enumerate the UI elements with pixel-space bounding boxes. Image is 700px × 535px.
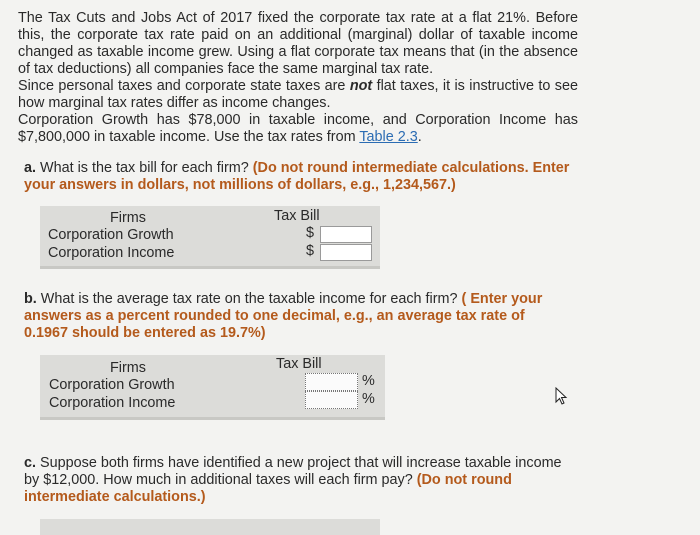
intro-p3-period: . bbox=[417, 129, 422, 145]
col-header-tax-bill: Tax Bill bbox=[276, 356, 322, 372]
intro-paragraph-1: The Tax Cuts and Jobs Act of 2017 fixed the corporate tax rate at a flat 21%. Before this, the corporate tax rate paid on an additional (marginal) dollar of taxable income changed as taxable income grew. Using a flat corporate tax means that (in the absence of tax deductions) all companies face the same marginal tax rate. bbox=[18, 10, 578, 77]
answer-table-a bbox=[40, 208, 380, 268]
avg-rate-income-input[interactable] bbox=[305, 391, 358, 409]
question-a bbox=[24, 160, 574, 194]
question-c-text: Suppose both firms have identified a new project that will increase taxable income by $12,000. How much in additional taxes will each firm pay? bbox=[24, 455, 562, 488]
problem-intro bbox=[18, 10, 578, 146]
row-label-corporation-growth: Corporation Growth bbox=[48, 227, 174, 243]
question-c-letter: c. bbox=[24, 455, 37, 471]
mouse-pointer-icon bbox=[554, 387, 568, 405]
percent-sign: % bbox=[362, 373, 375, 389]
intro-p2-text: Since personal taxes and corporate state taxes are bbox=[18, 78, 350, 94]
intro-p2-emphasis: not bbox=[349, 78, 373, 94]
col-header-firms: Firms bbox=[110, 210, 146, 226]
question-b-text: What is the average tax rate on the taxable income for each firm? bbox=[36, 291, 462, 307]
question-b-hint: ( Enter your answers as a percent rounded to one decimal, e.g., an average tax rate of 0.1967 should be entered as 19.7%) bbox=[24, 291, 543, 341]
intro-p3-text: Corporation Growth has $78,000 in taxable income, and Corporation Income has $7,800,000 in taxable income. Use the tax rates from bbox=[18, 112, 578, 145]
col-header-tax-bill: Tax Bill bbox=[274, 208, 320, 224]
question-b bbox=[24, 291, 569, 342]
currency-sign: $ bbox=[306, 225, 315, 241]
row-label-corporation-income: Corporation Income bbox=[48, 245, 175, 261]
answer-table-b bbox=[40, 356, 385, 418]
answer-panel-c bbox=[40, 519, 380, 535]
currency-sign: $ bbox=[306, 243, 315, 259]
question-c-hint: (Do not round intermediate calculations.) bbox=[24, 472, 512, 505]
table-2-3-link[interactable]: Table 2.3 bbox=[359, 129, 418, 145]
row-label-corporation-income: Corporation Income bbox=[49, 395, 176, 411]
question-a-hint: (Do not round intermediate calculations. Enter your answers in dollars, not millions of dollars, e.g., 1,234,567.) bbox=[24, 160, 570, 193]
question-c bbox=[24, 455, 572, 506]
question-a-letter: a. bbox=[24, 160, 37, 176]
tax-bill-income-input[interactable] bbox=[320, 244, 372, 261]
question-a-text: What is the tax bill for each firm? bbox=[36, 160, 253, 176]
question-b-letter: b. bbox=[24, 291, 37, 307]
percent-sign: % bbox=[362, 391, 375, 407]
row-label-corporation-growth: Corporation Growth bbox=[49, 377, 175, 393]
intro-paragraph-2 bbox=[18, 78, 578, 112]
col-header-firms: Firms bbox=[110, 360, 146, 376]
intro-paragraph-3 bbox=[18, 112, 578, 146]
avg-rate-growth-input[interactable] bbox=[305, 373, 358, 391]
tax-bill-growth-input[interactable] bbox=[320, 226, 372, 243]
intro-p2-text-end: flat taxes, it is instructive to see how marginal tax rates differ as income changes. bbox=[18, 78, 578, 111]
